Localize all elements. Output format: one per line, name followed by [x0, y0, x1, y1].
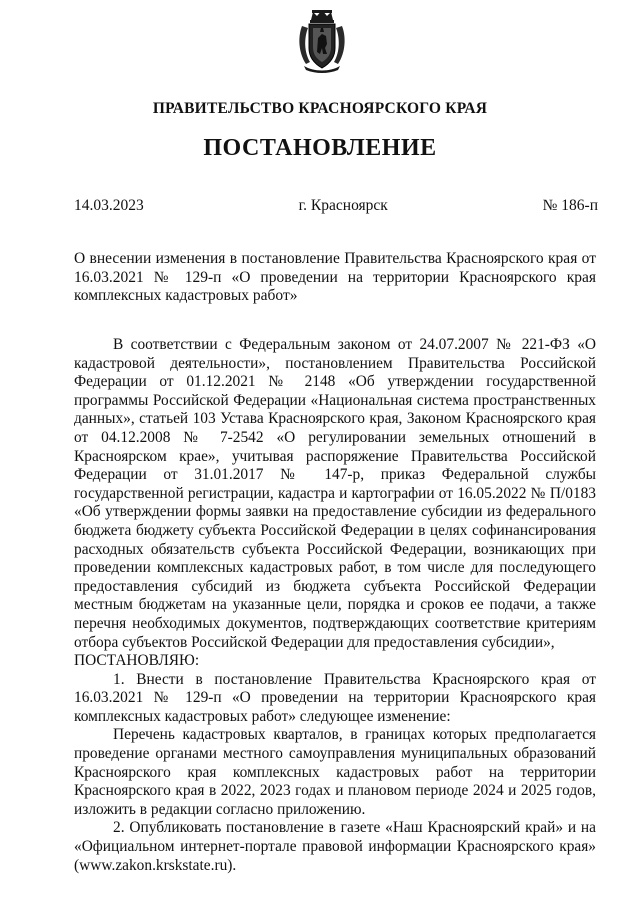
document-type-title: ПОСТАНОВЛЕНИЕ	[203, 135, 437, 161]
resolves-heading: ПОСТАНОВЛЯЮ:	[74, 652, 200, 670]
item-2-paragraph: 2. Опубликовать постановление в газете «Наш Красноярский край» и на «Официальном интернет-портале правовой информации Красноярского края» (www.zakon.krskstate.ru).	[74, 819, 596, 874]
document-subject: О внесении изменения в постановление Правительства Красноярского края от 16.03.2021 № 129-п «О проведении на территории Красноярского края комплексных кадастровых работ»	[74, 250, 596, 304]
preamble-paragraph: В соответствии с Федеральным законом от 24.07.2007 № 221-ФЗ «О кадастровой деятельности», постановлением Правительства Российской Федерации от 01.12.2021 № 2148 «Об утверждении государственной программы Российской Федерации «Национальная система пространственных данных», статьей 103 Устава Красноярского края, Законом Красноярского края от 04.12.2008 № 7-2542 «О регулировании земельных отношений в Красноярском крае», учитывая распоряжение Правительства Российской Федерации от 31.01.2017 № 147-р, приказ Федеральной службы государственной регистрации, кадастра и картографии от 16.05.2022 № П/0183 «Об утверждении формы заявки на предоставление субсидии из федерального бюджета бюджету субъекта Российской Федерации в целях софинансирования расходных обязательств субъекта Российской Федерации, возникающих при проведении комплексных кадастровых работ, в том числе для последующего предоставления субсидий из бюджета субъекта Российской Федерации местным бюджетам на указанные цели, порядка и сроков ее подачи, а также перечня необходимых документов, подтверждающих соответствие критериям отбора субъектов Российской Федерации для предоставления субсидии»,	[74, 336, 596, 651]
document-date: 14.03.2023	[74, 197, 144, 214]
document-number: № 186-п	[542, 197, 598, 214]
item-1-paragraph: 1. Внести в постановление Правительства Красноярского края от 16.03.2021 № 129-п «О проведении на территории Красноярского края комплексных кадастровых работ» следующее изменение:	[74, 670, 596, 725]
document-city: г. Красноярск	[298, 197, 388, 214]
document-body	[74, 336, 596, 875]
government-title: ПРАВИТЕЛЬСТВО КРАСНОЯРСКОГО КРАЯ	[152, 100, 488, 117]
coat-of-arms-emblem-icon	[296, 8, 348, 74]
document-meta-row	[74, 197, 598, 215]
item-1-text-paragraph: Перечень кадастровых кварталов, в границах которых предполагается проведение органами местного самоуправления муниципальных образований Красноярского края комплексных кадастровых работ на территории Красноярского края в 2022, 2023 годах и плановом периоде 2024 и 2025 годов, изложить в редакции согласно приложению.	[74, 726, 596, 818]
